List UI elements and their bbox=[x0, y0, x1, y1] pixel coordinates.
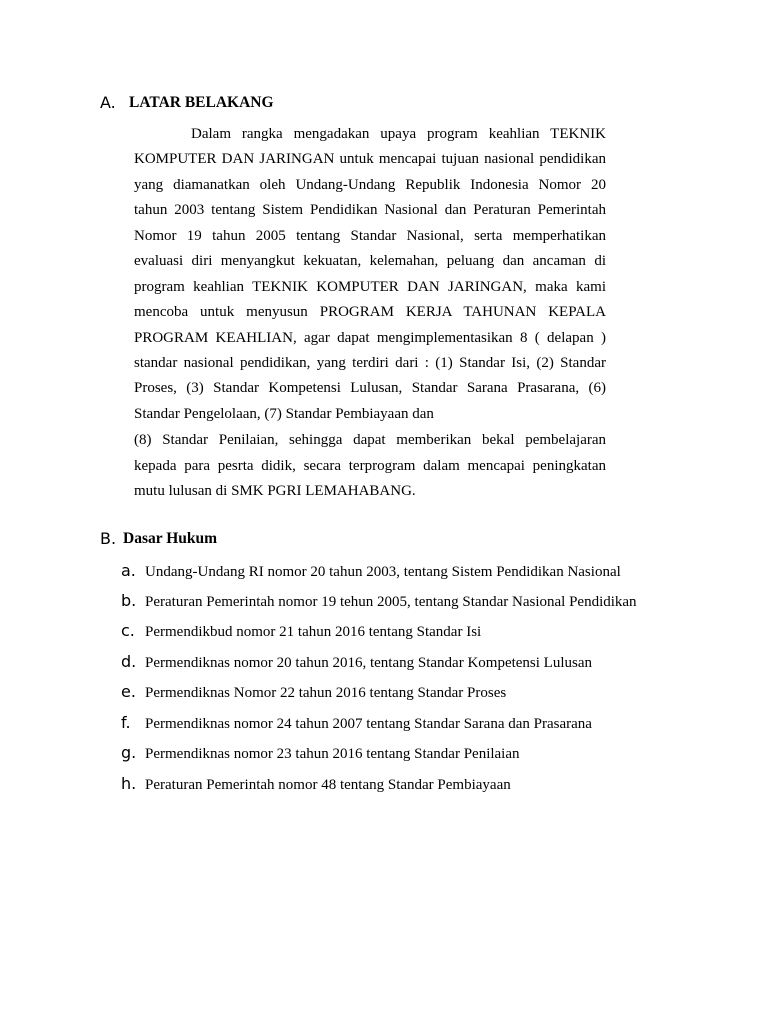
paragraph-line: PROGRAM KEAHLIAN, agar dapat mengimplementasikan 8 ( delapan ) bbox=[134, 330, 606, 346]
list-item: Peraturan Pemerintah nomor 19 tehun 2005, tentang Standar Nasional Pendidikan bbox=[145, 594, 637, 610]
paragraph-line: KOMPUTER DAN JARINGAN untuk mencapai tujuan nasional pendidikan bbox=[134, 151, 606, 167]
list-item: Peraturan Pemerintah nomor 48 tentang Standar Pembiayaan bbox=[145, 777, 511, 793]
list-item: Permendiknas nomor 20 tahun 2016, tentang Standar Kompetensi Lulusan bbox=[145, 655, 593, 671]
list-item: Permendiknas Nomor 22 tahun 2016 tentang Standar Proses bbox=[145, 685, 507, 701]
paragraph-line: program keahlian TEKNIK KOMPUTER DAN JARINGAN, maka kami bbox=[134, 279, 606, 295]
paragraph-line: Standar Pengelolaan, (7) Standar Pembiayaan dan bbox=[134, 406, 434, 422]
paragraph-line: standar nasional pendidikan, yang terdiri dari : (1) Standar Isi, (2) Standar bbox=[134, 355, 606, 371]
section-a-marker: A. bbox=[100, 93, 116, 112]
paragraph-line: mutu lulusan di SMK PGRI LEMAHABANG. bbox=[134, 483, 416, 499]
paragraph-line: Nomor 19 tahun 2005 tentang Standar Nasional, serta memperhatikan bbox=[134, 228, 606, 244]
list-item-marker: h. bbox=[121, 774, 137, 793]
paragraph-line: Dalam rangka mengadakan upaya program keahlian TEKNIK bbox=[191, 126, 606, 142]
list-item-marker: g. bbox=[121, 743, 137, 762]
list-item-marker: f. bbox=[121, 713, 131, 732]
paragraph-line: tahun 2003 tentang Sistem Pendidikan Nasional dan Peraturan Pemerintah bbox=[134, 202, 606, 218]
paragraph-line: kepada para pesrta didik, secara terprogram dalam mencapai peningkatan bbox=[134, 458, 606, 474]
list-item: Undang-Undang RI nomor 20 tahun 2003, tentang Sistem Pendidikan Nasional bbox=[145, 564, 621, 580]
list-item-marker: e. bbox=[121, 682, 136, 701]
list-item-marker: c. bbox=[121, 621, 135, 640]
section-a-title: LATAR BELAKANG bbox=[129, 94, 274, 111]
paragraph-line: Proses, (3) Standar Kompetensi Lulusan, Standar Sarana Prasarana, (6) bbox=[134, 380, 606, 396]
list-item: Permendikbud nomor 21 tahun 2016 tentang Standar Isi bbox=[145, 624, 482, 640]
list-item: Permendiknas nomor 23 tahun 2016 tentang Standar Penilaian bbox=[145, 746, 520, 762]
list-item: Permendiknas nomor 24 tahun 2007 tentang Standar Sarana dan Prasarana bbox=[145, 716, 592, 732]
list-item-marker: d. bbox=[121, 652, 137, 671]
list-item-marker: b. bbox=[121, 591, 137, 610]
section-b-marker: B. bbox=[100, 529, 117, 548]
paragraph-line: (8) Standar Penilaian, sehingga dapat memberikan bekal pembelajaran bbox=[134, 432, 606, 448]
list-item-marker: a. bbox=[121, 561, 136, 580]
paragraph-line: mencoba untuk menyusun PROGRAM KERJA TAHUNAN KEPALA bbox=[134, 304, 606, 320]
paragraph-line: evaluasi diri menyangkut kekuatan, kelemahan, peluang dan ancaman di bbox=[134, 253, 606, 269]
section-b-title: Dasar Hukum bbox=[123, 530, 218, 547]
paragraph-line: yang diamanatkan oleh Undang-Undang Republik Indonesia Nomor 20 bbox=[134, 177, 606, 193]
